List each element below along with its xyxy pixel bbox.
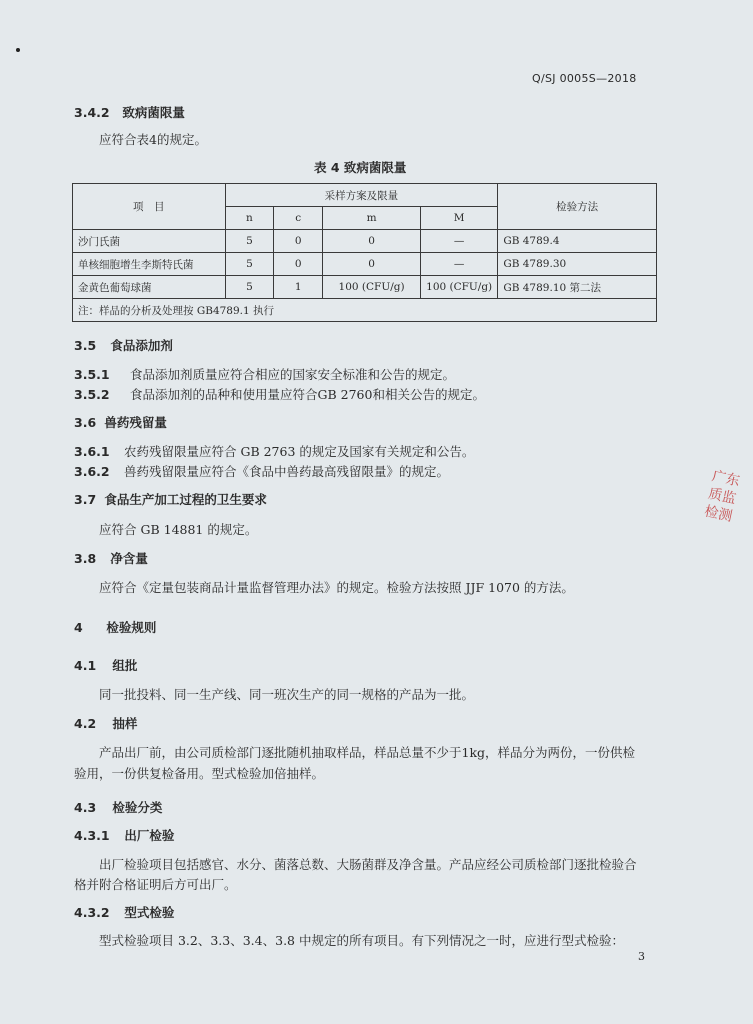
section-4-3-1-text-line2: 格并附合格证明后方可出厂。 <box>74 877 237 892</box>
section-title: 食品添加剂 <box>110 338 173 353</box>
cell-n: 5 <box>225 276 274 299</box>
col-item-header: 项 目 <box>73 184 226 230</box>
cell-m: 0 <box>323 253 421 276</box>
cell-method: GB 4789.30 <box>498 253 657 276</box>
section-4-3-heading <box>74 798 162 816</box>
col-sampling-header: 采样方案及限量 <box>225 184 498 207</box>
section-number: 3.5.1 <box>74 367 110 382</box>
cell-n: 5 <box>225 253 274 276</box>
section-3-5-1 <box>74 365 455 383</box>
col-c-header: c <box>274 207 323 230</box>
col-n-header: n <box>225 207 274 230</box>
cell-M: 100 (CFU/g) <box>420 276 497 299</box>
section-title: 出厂检验 <box>124 828 175 843</box>
section-number: 4.3.2 <box>74 905 110 920</box>
pathogen-limit-table <box>72 183 657 322</box>
col-M-header: M <box>420 207 497 230</box>
red-seal-stamp: 广东质监检测 <box>702 468 742 525</box>
cell-M: — <box>420 253 497 276</box>
section-number: 4.3.1 <box>74 828 110 843</box>
section-number: 3.6.1 <box>74 444 110 459</box>
section-4-2-text-line2: 验用，一份供复检备用。型式检验加倍抽样。 <box>74 766 325 781</box>
section-number: 4 <box>74 620 83 635</box>
section-number: 3.6.2 <box>74 464 110 479</box>
cell-c: 0 <box>274 253 323 276</box>
section-title: 抽样 <box>112 716 138 731</box>
section-3-6-1 <box>74 442 474 460</box>
section-number: 3.7 <box>74 492 97 507</box>
section-text: 兽药残留限量应符合《食品中兽药最高残留限量》的规定。 <box>123 464 449 479</box>
table-header-row <box>73 184 657 207</box>
section-3-6-heading <box>74 413 167 431</box>
page-number: 3 <box>638 950 645 963</box>
cell-M: — <box>420 230 497 253</box>
section-3-5-2 <box>74 385 485 403</box>
section-4-heading <box>74 618 156 636</box>
section-3-4-2-text: 应符合表4的规定。 <box>99 132 207 147</box>
section-number: 3.4.2 <box>74 105 110 120</box>
section-title: 检验规则 <box>106 620 157 635</box>
col-m-header: m <box>323 207 421 230</box>
cell-method: GB 4789.4 <box>498 230 657 253</box>
section-3-7-heading <box>74 490 267 508</box>
cell-m: 100 (CFU/g) <box>323 276 421 299</box>
section-4-3-2-heading <box>74 903 174 921</box>
section-4-1-heading <box>74 656 137 674</box>
cell-m: 0 <box>323 230 421 253</box>
cell-method: GB 4789.10 第二法 <box>498 276 657 299</box>
cell-n: 5 <box>225 230 274 253</box>
table-row <box>73 276 657 299</box>
section-4-2-text-line1: 产品出厂前，由公司质检部门逐批随机抽取样品，样品总量不少于1kg，样品分为两份，一份供检 <box>99 745 636 760</box>
section-number: 3.5 <box>74 338 97 353</box>
section-3-7-text: 应符合 GB 14881 的规定。 <box>99 522 258 537</box>
section-title: 净含量 <box>110 551 148 566</box>
section-3-5-heading <box>74 336 173 354</box>
section-4-2-heading <box>74 714 137 732</box>
section-4-3-1-heading <box>74 826 174 844</box>
section-title: 型式检验 <box>124 905 175 920</box>
section-4-3-1-text-line1: 出厂检验项目包括感官、水分、菌落总数、大肠菌群及净含量。产品应经公司质检部门逐批检验合 <box>99 857 637 872</box>
table-row <box>73 253 657 276</box>
cell-c: 1 <box>274 276 323 299</box>
section-number: 4.2 <box>74 716 97 731</box>
section-title: 兽药残留量 <box>104 415 167 430</box>
cell-name: 金黄色葡萄球菌 <box>73 276 226 299</box>
section-number: 4.1 <box>74 658 97 673</box>
section-3-8-heading <box>74 549 148 567</box>
section-3-6-2 <box>74 462 449 480</box>
section-3-4-2-heading <box>74 103 185 121</box>
table-caption: 表 4 致病菌限量 <box>314 160 407 175</box>
section-number: 3.5.2 <box>74 387 110 402</box>
cell-c: 0 <box>274 230 323 253</box>
table-note-row <box>73 299 657 322</box>
section-number: 3.6 <box>74 415 97 430</box>
section-title: 检验分类 <box>112 800 163 815</box>
section-text: 食品添加剂的品种和使用量应符合GB 2760和相关公告的规定。 <box>129 387 485 402</box>
section-title: 食品生产加工过程的卫生要求 <box>104 492 267 507</box>
section-4-1-text: 同一批投料、同一生产线、同一班次生产的同一规格的产品为一批。 <box>99 687 475 702</box>
table-note: 注：样品的分析及处理按 GB4789.1 执行 <box>73 299 657 322</box>
cell-name: 单核细胞增生李斯特氏菌 <box>73 253 226 276</box>
document-number: Q/SJ 0005S—2018 <box>532 72 637 85</box>
section-number: 3.8 <box>74 551 97 566</box>
section-4-3-2-text: 型式检验项目 3.2、3.3、3.4、3.8 中规定的所有项目。有下列情况之一时，应进行型式检验： <box>99 933 624 948</box>
cell-name: 沙门氏菌 <box>73 230 226 253</box>
section-number: 4.3 <box>74 800 97 815</box>
section-title: 组批 <box>112 658 138 673</box>
table-row <box>73 230 657 253</box>
section-text: 农药残留限量应符合 GB 2763 的规定及国家有关规定和公告。 <box>123 444 475 459</box>
scan-mark <box>16 48 20 52</box>
section-text: 食品添加剂质量应符合相应的国家安全标准和公告的规定。 <box>129 367 455 382</box>
section-3-8-text: 应符合《定量包装商品计量监督管理办法》的规定。检验方法按照 JJF 1070 的方法。 <box>99 580 574 595</box>
col-method-header: 检验方法 <box>498 184 657 230</box>
section-title: 致病菌限量 <box>122 105 185 120</box>
